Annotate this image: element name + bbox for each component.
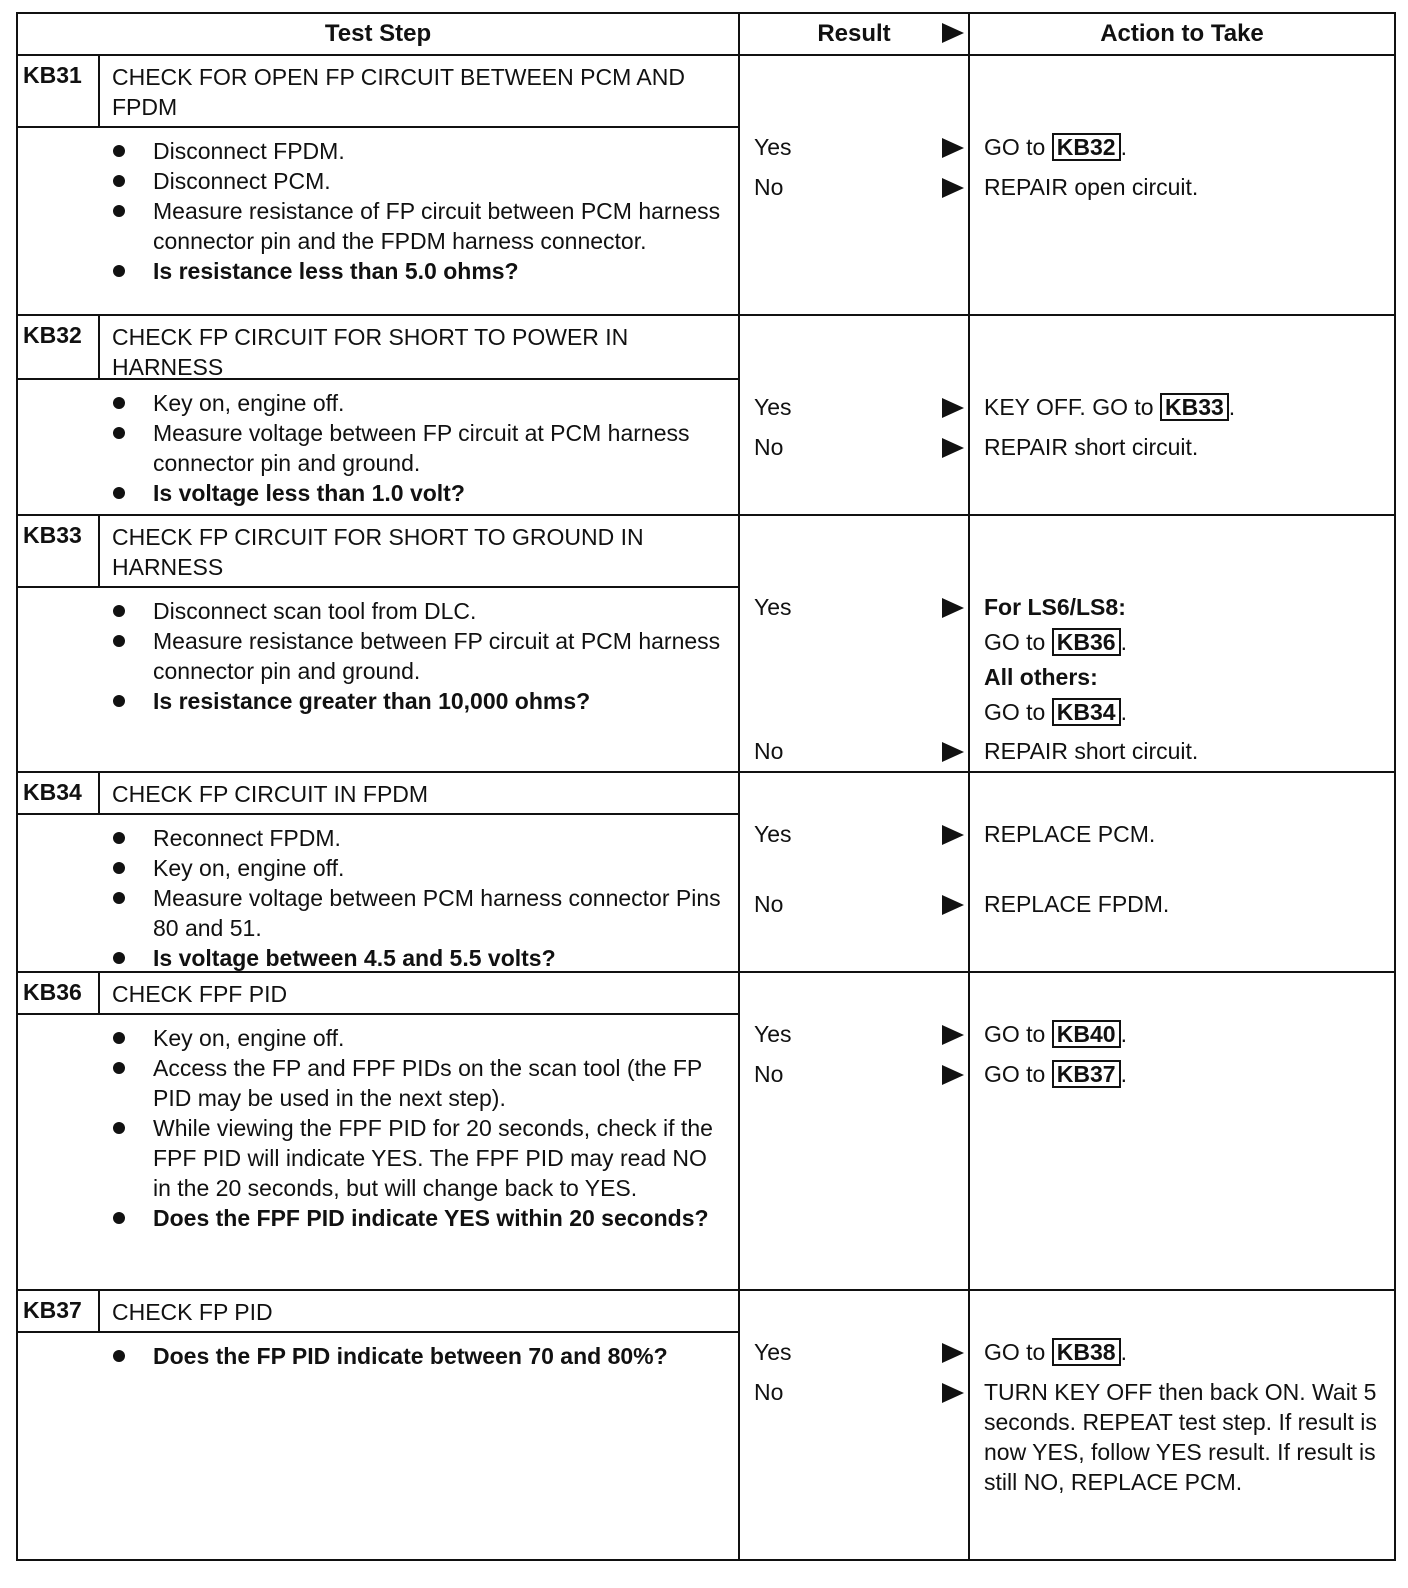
bullet-icon: [113, 952, 125, 964]
arrow-right-icon: [942, 895, 964, 915]
test-step-kb34: [18, 773, 1394, 973]
arrow-right-icon: [942, 178, 964, 198]
test-step-kb32: [18, 316, 1394, 516]
question-item: Is voltage less than 1.0 volt?: [113, 478, 728, 508]
bullet-icon: [113, 487, 125, 499]
step-reference[interactable]: KB37: [1052, 1060, 1121, 1088]
bullet-icon: [113, 175, 125, 187]
step-id: KB37: [18, 1291, 100, 1331]
result-yes: Yes: [740, 819, 968, 849]
action-no: TURN KEY OFF then back ON. Wait 5 seconds. REPEAT test step. If result is now YES, follow YES result. If result is still NO, REPLACE PCM.: [984, 1379, 1377, 1495]
action-no: REPAIR open circuit.: [984, 174, 1199, 200]
bullet-icon: [113, 635, 125, 647]
result-no: No: [740, 432, 968, 462]
header-result-label: Result: [817, 20, 891, 47]
action-cell: [970, 773, 1394, 971]
instruction-item: Access the FP and FPF PIDs on the scan tool (the FP PID may be used in the next step).: [113, 1053, 728, 1113]
instruction-item: Measure resistance between FP circuit at PCM harness connector pin and ground.: [113, 626, 728, 686]
bullet-icon: [113, 1122, 125, 1134]
header-result: [740, 14, 970, 54]
diagnostic-table: [16, 12, 1396, 1561]
header-test-step: Test Step: [18, 14, 740, 54]
step-title: CHECK FP CIRCUIT FOR SHORT TO GROUND IN HARNESS: [112, 524, 644, 580]
step-id: KB36: [18, 973, 100, 1013]
instruction-item: Measure voltage between FP circuit at PCM harness connector pin and ground.: [113, 418, 728, 478]
action-no: GO to KB37 .: [984, 1061, 1127, 1087]
arrow-right-icon: [942, 1025, 964, 1045]
instruction-item: Measure voltage between PCM harness connector Pins 80 and 51.: [113, 883, 728, 943]
step-title: CHECK FP CIRCUIT IN FPDM: [112, 781, 429, 807]
action-yes: GO to KB36 .: [984, 629, 1127, 655]
step-id: KB34: [18, 773, 100, 813]
arrow-right-icon: [942, 438, 964, 458]
result-cell: [740, 56, 970, 314]
instruction-item: Measure resistance of FP circuit between PCM harness connector pin and the FPDM harness connector.: [113, 196, 728, 256]
step-reference[interactable]: KB34: [1052, 698, 1121, 726]
test-step-kb36: [18, 973, 1394, 1291]
action-no: REPAIR short circuit.: [984, 738, 1199, 764]
bullet-icon: [113, 892, 125, 904]
action-cell: [970, 316, 1394, 514]
bullet-icon: [113, 605, 125, 617]
result-no: No: [740, 172, 968, 202]
instruction-item: Key on, engine off.: [113, 1023, 728, 1053]
action-cell: [970, 56, 1394, 314]
step-instructions: [18, 1333, 738, 1377]
result-cell: [740, 516, 970, 771]
result-yes: Yes: [740, 592, 968, 622]
step-reference[interactable]: KB36: [1052, 628, 1121, 656]
result-no: No: [740, 1377, 968, 1407]
instruction-item: Reconnect FPDM.: [113, 823, 728, 853]
instruction-item: Disconnect FPDM.: [113, 136, 728, 166]
action-variant-label: All others:: [984, 664, 1098, 690]
question-item: Is resistance less than 5.0 ohms?: [113, 256, 728, 286]
result-no: No: [740, 1059, 968, 1089]
step-title: CHECK FOR OPEN FP CIRCUIT BETWEEN PCM AND FPDM: [112, 64, 685, 120]
bullet-icon: [113, 1350, 125, 1362]
test-step-kb37: [18, 1291, 1394, 1559]
arrow-right-icon: [942, 1343, 964, 1363]
question-item: Is resistance greater than 10,000 ohms?: [113, 686, 728, 716]
action-yes: GO to KB40 .: [984, 1021, 1127, 1047]
action-cell: [970, 1291, 1394, 1559]
step-id: KB32: [18, 316, 100, 378]
step-title: CHECK FP PID: [112, 1299, 273, 1325]
result-cell: [740, 773, 970, 971]
test-step-kb31: [18, 56, 1394, 316]
bullet-icon: [113, 832, 125, 844]
bullet-icon: [113, 397, 125, 409]
action-no: REPLACE FPDM.: [984, 891, 1170, 917]
action-yes: GO to KB34 .: [984, 699, 1127, 725]
arrow-right-icon: [942, 1065, 964, 1085]
instruction-item: Disconnect scan tool from DLC.: [113, 596, 728, 626]
arrow-right-icon: [942, 398, 964, 418]
action-no: REPAIR short circuit.: [984, 434, 1199, 460]
bullet-icon: [113, 205, 125, 217]
step-instructions: [18, 380, 738, 514]
step-instructions: [18, 815, 738, 979]
step-reference[interactable]: KB38: [1052, 1338, 1121, 1366]
result-yes: Yes: [740, 132, 968, 162]
action-variant-label: For LS6/LS8:: [984, 594, 1126, 620]
arrow-right-icon: [942, 742, 964, 762]
step-reference[interactable]: KB33: [1160, 393, 1229, 421]
arrow-right-icon: [942, 1383, 964, 1403]
test-step-kb33: [18, 516, 1394, 773]
question-item: Does the FP PID indicate between 70 and 80%?: [113, 1341, 728, 1371]
step-reference[interactable]: KB40: [1052, 1020, 1121, 1048]
result-yes: Yes: [740, 1337, 968, 1367]
bullet-icon: [113, 1032, 125, 1044]
instruction-item: While viewing the FPF PID for 20 seconds, check if the FPF PID will indicate YES. The FPF PID may read NO in the 20 seconds, but will change back to YES.: [113, 1113, 728, 1203]
bullet-icon: [113, 265, 125, 277]
step-id: KB33: [18, 516, 100, 586]
step-instructions: [18, 1015, 738, 1239]
step-instructions: [18, 128, 738, 292]
action-yes: REPLACE PCM.: [984, 821, 1156, 847]
step-reference[interactable]: KB32: [1052, 133, 1121, 161]
action-cell: [970, 973, 1394, 1289]
result-yes: Yes: [740, 392, 968, 422]
result-cell: [740, 316, 970, 514]
bullet-icon: [113, 1062, 125, 1074]
bullet-icon: [113, 862, 125, 874]
action-yes: GO to KB38 .: [984, 1339, 1127, 1365]
result-cell: [740, 973, 970, 1289]
arrow-right-icon: [942, 825, 964, 845]
instruction-item: Disconnect PCM.: [113, 166, 728, 196]
bullet-icon: [113, 695, 125, 707]
action-cell: [970, 516, 1394, 771]
arrow-right-icon: [942, 23, 964, 43]
result-cell: [740, 1291, 970, 1559]
question-item: Is voltage between 4.5 and 5.5 volts?: [113, 943, 728, 973]
instruction-item: Key on, engine off.: [113, 853, 728, 883]
step-title: CHECK FP CIRCUIT FOR SHORT TO POWER IN HARNESS: [112, 324, 629, 380]
result-no: No: [740, 736, 968, 766]
table-header: [18, 14, 1394, 56]
result-no: No: [740, 889, 968, 919]
bullet-icon: [113, 427, 125, 439]
action-yes: KEY OFF. GO to KB33 .: [984, 394, 1236, 420]
result-yes: Yes: [740, 1019, 968, 1049]
action-yes: GO to KB32 .: [984, 134, 1127, 160]
question-item: Does the FPF PID indicate YES within 20 seconds?: [113, 1203, 728, 1233]
step-instructions: [18, 588, 738, 722]
bullet-icon: [113, 1212, 125, 1224]
step-id: KB31: [18, 56, 100, 126]
instruction-item: Key on, engine off.: [113, 388, 728, 418]
arrow-right-icon: [942, 598, 964, 618]
step-title: CHECK FPF PID: [112, 981, 288, 1007]
bullet-icon: [113, 145, 125, 157]
arrow-right-icon: [942, 138, 964, 158]
header-action: Action to Take: [1100, 20, 1264, 47]
